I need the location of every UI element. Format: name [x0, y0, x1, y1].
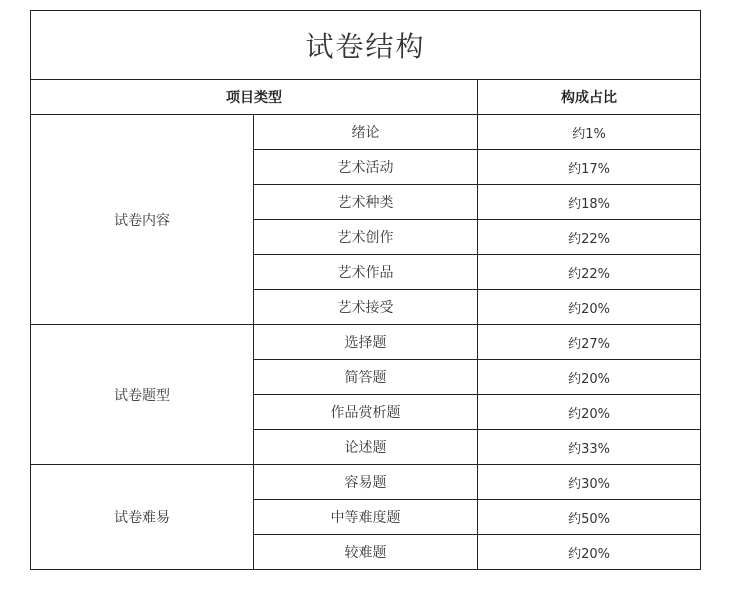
ratio-cell: 约17% — [478, 150, 701, 185]
item-cell: 选择题 — [254, 325, 478, 360]
exam-structure-container — [30, 10, 700, 570]
item-cell: 容易题 — [254, 465, 478, 500]
item-cell: 简答题 — [254, 360, 478, 395]
item-cell: 论述题 — [254, 430, 478, 465]
item-cell: 艺术活动 — [254, 150, 478, 185]
item-cell: 艺术作品 — [254, 255, 478, 290]
ratio-cell: 约27% — [478, 325, 701, 360]
group-label: 试卷题型 — [31, 325, 254, 465]
ratio-cell: 约50% — [478, 500, 701, 535]
table-row — [31, 325, 701, 360]
group-label: 试卷难易 — [31, 465, 254, 570]
table-row — [31, 115, 701, 150]
item-cell: 艺术接受 — [254, 290, 478, 325]
ratio-cell: 约20% — [478, 360, 701, 395]
table-title: 试卷结构 — [31, 11, 701, 80]
ratio-cell: 约30% — [478, 465, 701, 500]
ratio-cell: 约20% — [478, 535, 701, 570]
ratio-cell: 约20% — [478, 395, 701, 430]
exam-structure-table — [30, 10, 701, 570]
item-cell: 中等难度题 — [254, 500, 478, 535]
group-label: 试卷内容 — [31, 115, 254, 325]
ratio-cell: 约22% — [478, 255, 701, 290]
item-cell: 绪论 — [254, 115, 478, 150]
header-item-type: 项目类型 — [31, 80, 478, 115]
table-row — [31, 465, 701, 500]
ratio-cell: 约22% — [478, 220, 701, 255]
ratio-cell: 约33% — [478, 430, 701, 465]
item-cell: 艺术种类 — [254, 185, 478, 220]
item-cell: 作品赏析题 — [254, 395, 478, 430]
ratio-cell: 约20% — [478, 290, 701, 325]
ratio-cell: 约18% — [478, 185, 701, 220]
item-cell: 艺术创作 — [254, 220, 478, 255]
ratio-cell: 约1% — [478, 115, 701, 150]
header-ratio: 构成占比 — [478, 80, 701, 115]
item-cell: 较难题 — [254, 535, 478, 570]
